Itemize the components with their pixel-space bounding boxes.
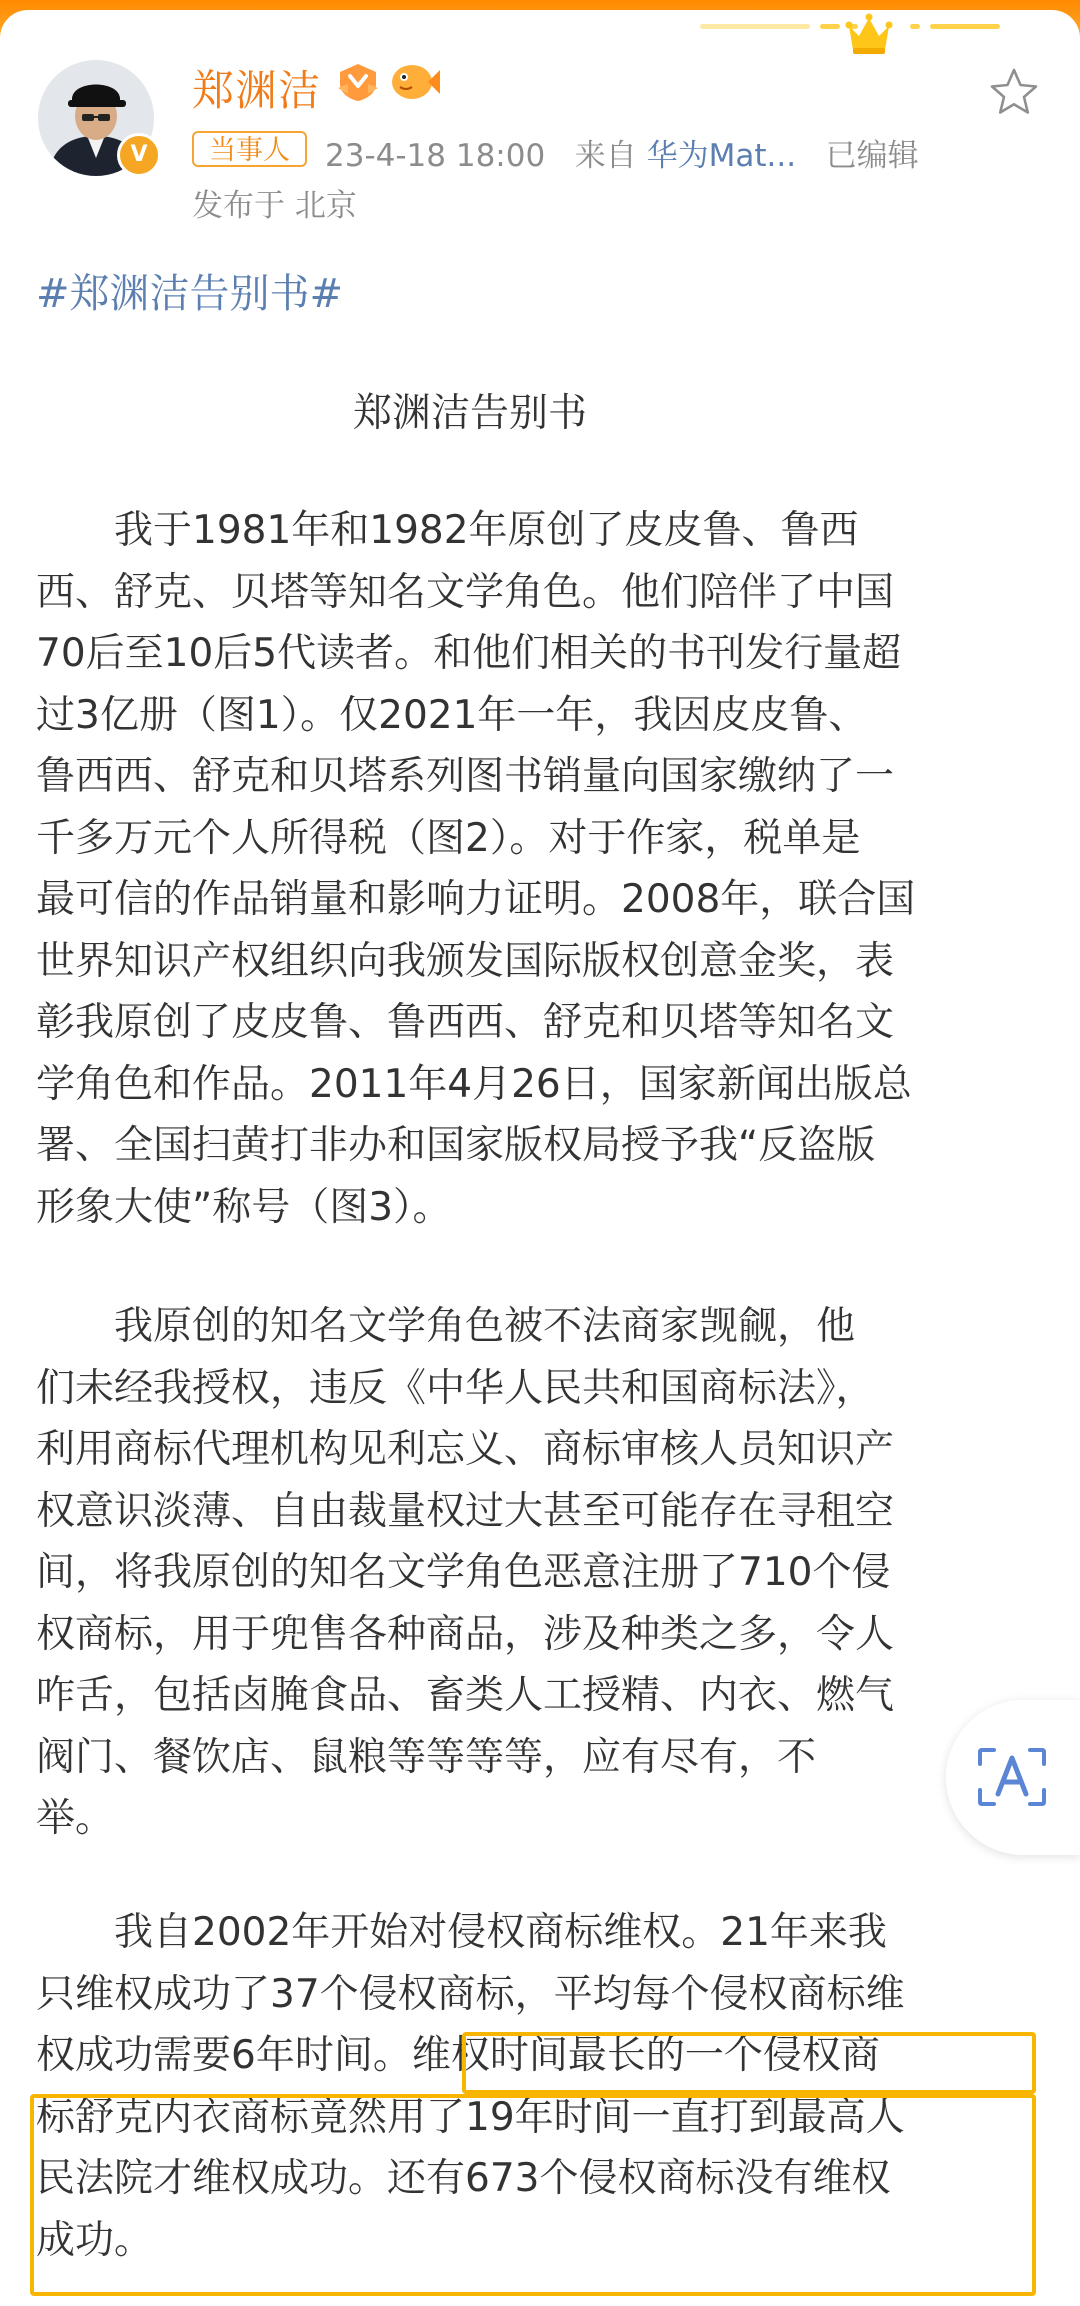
post-meta — [325, 130, 919, 175]
text-line: 阀门、餐饮店、鼠粮等等等等，应有尽有，不 — [36, 1734, 817, 1780]
translate-icon — [976, 1746, 1048, 1808]
text-line: 权商标，用于兜售各种商品，涉及种类之多，令人 — [36, 1611, 895, 1657]
text-line: 咋舌，包括卤腌食品、畜类人工授精、内衣、燃气 — [36, 1673, 895, 1718]
text-line: 鲁西西、舒克和贝塔系列图书销量向国家缴纳了一 — [36, 754, 895, 799]
text-line: 学角色和作品。2011年4月26日，国家新闻出版总 — [36, 1061, 912, 1107]
crown-icon — [845, 12, 893, 58]
text-line: 举。 — [36, 1796, 115, 1841]
text-line: 权意识淡薄、自由裁量权过大甚至可能存在寻租空 — [36, 1488, 895, 1534]
text-line: 间，将我原创的知名文学角色恶意注册了710个侵 — [36, 1550, 891, 1595]
text-line: 世界知识产权组织向我颁发国际版权创意金奖，表 — [36, 938, 895, 984]
text-line: 利用商标代理机构见利忘义、商标审核人员知识产 — [36, 1427, 895, 1472]
post-source-device[interactable]: 华为Mat... — [646, 138, 797, 174]
fan-badge-icon — [336, 62, 380, 102]
post-timestamp: 23-4-18 18:00 — [325, 138, 546, 174]
text-line: 权成功需要6年时间。维权时间最长的一个侵权商 — [36, 2033, 880, 2078]
text-line: 只维权成功了37个侵权商标，平均每个侵权商标维 — [36, 1971, 905, 2017]
text-line: 署、全国扫黄打非办和国家版权局授予我“反盗版 — [36, 1123, 876, 1168]
post-location: 发布于 北京 — [192, 188, 357, 224]
paragraph-2 — [36, 1296, 1036, 1850]
verified-v-icon: V — [117, 133, 161, 177]
text-line: 我于1981年和1982年原创了皮皮鲁、鲁西 — [36, 508, 859, 553]
text-line: 成功。 — [36, 2217, 154, 2263]
text-line: 西、舒克、贝塔等知名文学角色。他们陪伴了中国 — [36, 569, 895, 615]
text-line: 们未经我授权，违反《中华人民共和国商标法》， — [36, 1365, 875, 1411]
edited-label[interactable]: 已编辑 — [825, 138, 919, 174]
star-icon[interactable] — [988, 66, 1040, 118]
paragraph-1 — [36, 500, 1036, 1238]
text-line: 我原创的知名文学角色被不法商家觊觎，他 — [36, 1304, 856, 1349]
hashtag-link[interactable]: #郑渊洁告别书# — [36, 271, 344, 317]
text-line: 我自2002年开始对侵权商标维权。21年来我 — [36, 1910, 887, 1955]
username[interactable]: 郑渊洁 — [192, 66, 322, 115]
text-line: 最可信的作品销量和影响力证明。2008年，联合国 — [36, 877, 916, 922]
post-title: 郑渊洁告别书 — [352, 391, 587, 436]
text-line: 千多万元个人所得税（图2）。对于作家，税单是 — [36, 815, 861, 861]
highlight-box — [30, 2094, 1036, 2296]
role-tag: 当事人 — [192, 131, 307, 167]
text-line: 标舒克内衣商标竟然用了19年时间一直打到最高人 — [36, 2094, 905, 2140]
fish-emoji-icon — [388, 60, 440, 104]
text-line: 形象大使”称号（图3）。 — [36, 1184, 452, 1230]
text-line: 彰我原创了皮皮鲁、鲁西西、舒克和贝塔等知名文 — [36, 1000, 895, 1045]
text-line: 过3亿册（图1）。仅2021年一年，我因皮皮鲁、 — [36, 692, 868, 738]
highlight-box — [462, 2032, 1036, 2094]
text-line: 70后至10后5代读者。和他们相关的书刊发行量超 — [36, 631, 902, 676]
from-label: 来自 — [574, 138, 637, 174]
text-line: 民法院才维权成功。还有673个侵权商标没有维权 — [36, 2156, 891, 2201]
